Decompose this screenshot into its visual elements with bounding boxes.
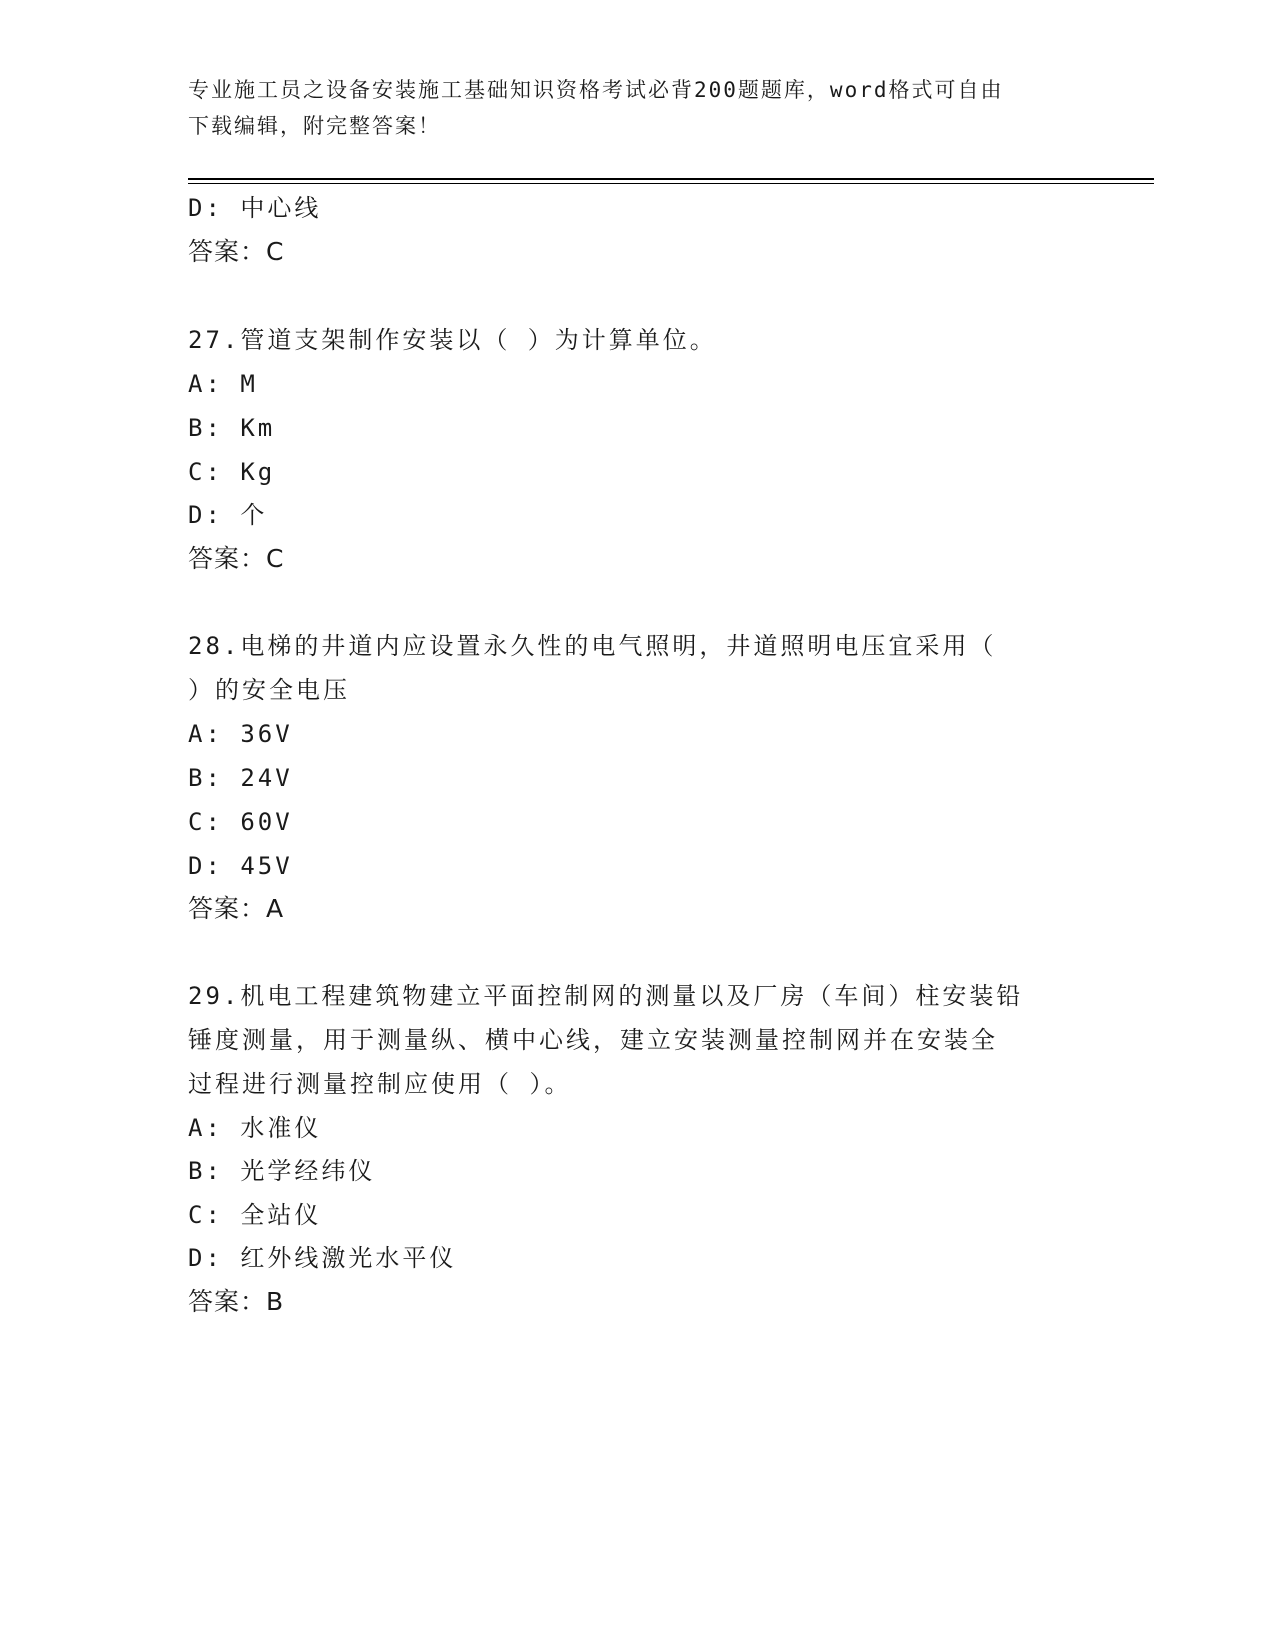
q28-answer: 答案：A <box>188 894 285 923</box>
q29-stem-line-2: 锤度测量，用于测量纵、横中心线，建立安装测量控制网并在安装全 <box>188 1026 998 1054</box>
q29-stem-line-3: 过程进行测量控制应使用（ ）。 <box>188 1070 572 1098</box>
q29-option-a: A: 水准仪 <box>188 1114 322 1142</box>
q28-option-a: A: 36V <box>188 720 293 748</box>
q28-option-b: B: 24V <box>188 764 293 792</box>
q27-option-c: C: Kg <box>188 458 276 486</box>
q29-option-b: B: 光学经纬仪 <box>188 1157 376 1185</box>
q28-option-d: D: 45V <box>188 852 293 880</box>
q29-answer: 答案：B <box>188 1287 285 1316</box>
document-header <box>188 72 1068 144</box>
q28-stem-line-1: 28.电梯的井道内应设置永久性的电气照明，井道照明电压宜采用（ <box>188 632 997 660</box>
header-line-1: 专业施工员之设备安装施工基础知识资格考试必背200题题库，word格式可自由 <box>188 78 1004 102</box>
header-line-2: 下载编辑，附完整答案！ <box>188 114 441 138</box>
q29-stem-line-1: 29.机电工程建筑物建立平面控制网的测量以及厂房（车间）柱安装铅 <box>188 982 1024 1010</box>
q29-option-d: D: 红外线激光水平仪 <box>188 1244 457 1272</box>
q27-option-d: D: 个 <box>188 501 268 529</box>
q27-option-a: A: M <box>188 370 258 398</box>
header-divider-thin <box>188 183 1154 184</box>
q27-answer: 答案：C <box>188 544 285 573</box>
q28-option-c: C: 60V <box>188 808 293 836</box>
q27-stem: 27.管道支架制作安装以（ ）为计算单位。 <box>188 326 717 354</box>
header-divider <box>188 178 1154 180</box>
q29-option-c: C: 全站仪 <box>188 1201 322 1229</box>
q28-stem-line-2: ）的安全电压 <box>188 676 350 704</box>
prev-answer: 答案：C <box>188 237 285 266</box>
q27-option-b: B: Km <box>188 414 276 442</box>
prev-option-d: D: 中心线 <box>188 194 322 222</box>
